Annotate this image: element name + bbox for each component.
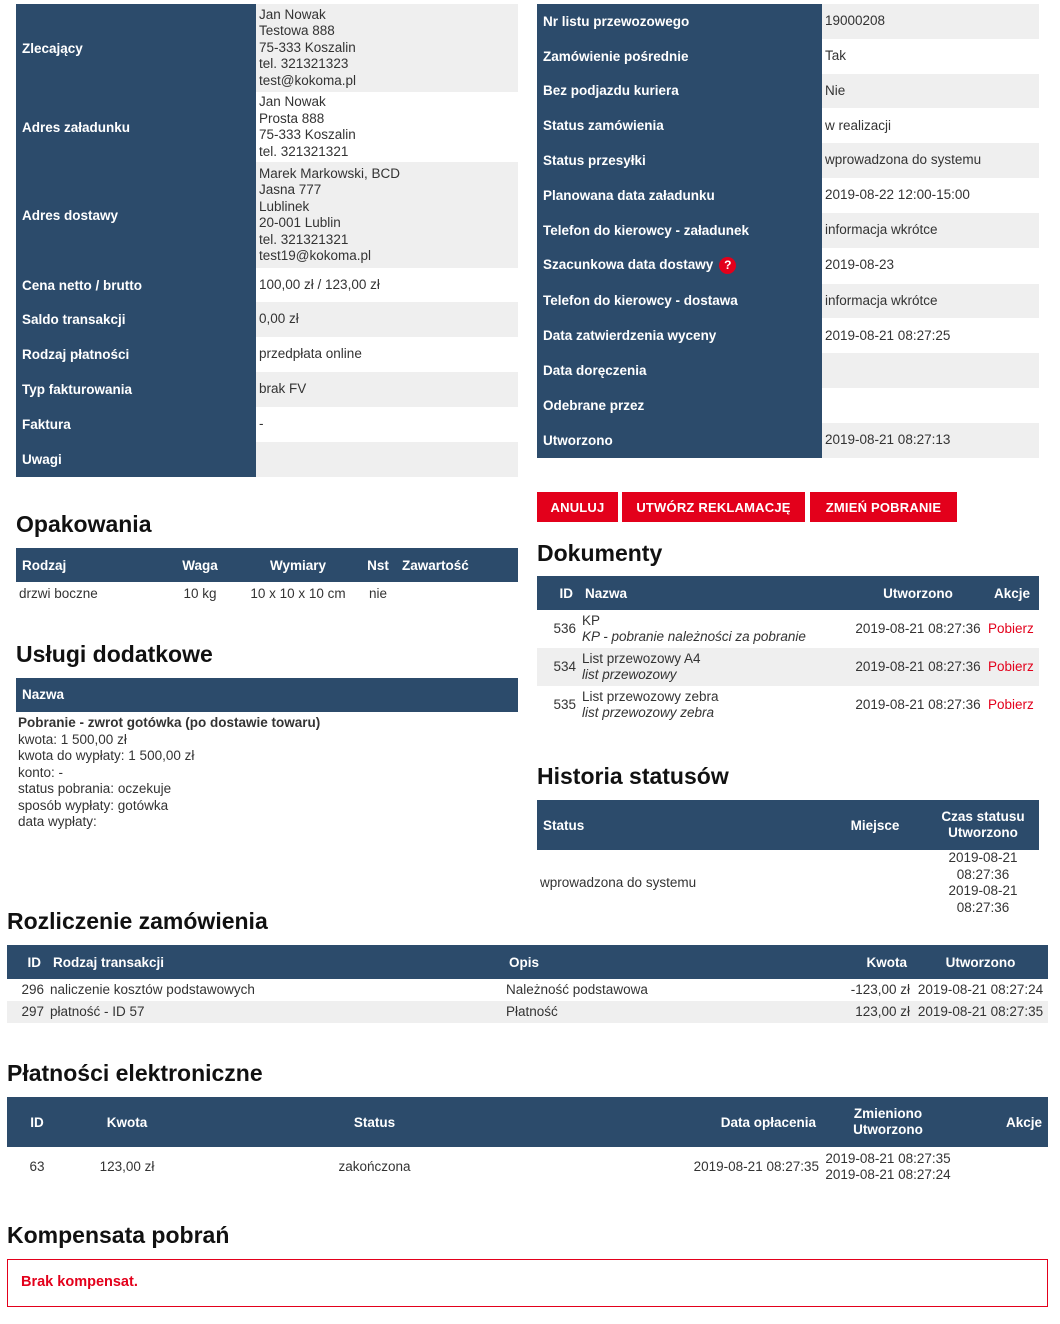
package-type: drzwi boczne [19, 585, 98, 601]
info-label-text: Zamówienie pośrednie [543, 48, 689, 64]
history-status: wprowadzona do systemu [540, 874, 697, 890]
change-cod-button[interactable]: ZMIEŃ POBRANIE [810, 492, 957, 522]
doc-name-cell [579, 610, 851, 648]
info-value-line: Jan Nowak [259, 94, 326, 109]
status-history-title: Historia statusów [537, 763, 729, 789]
service-item [18, 715, 518, 831]
col-nst: Nst [360, 548, 396, 582]
info-label: Cena netto / brutto [16, 268, 256, 302]
settle-desc: Płatność [503, 1001, 823, 1023]
info-value-line: test19@kokoma.pl [259, 248, 372, 263]
info-value-line: brak FV [259, 381, 307, 397]
settlement-title: Rozliczenie zamówienia [7, 908, 268, 934]
info-row [16, 407, 518, 442]
info-value: wprowadzona do systemu [822, 143, 1039, 178]
info-label [537, 39, 822, 74]
info-value-line: tel. 321321321 [259, 231, 349, 247]
service-item-line: sposób wypłaty: gotówka [18, 797, 169, 813]
col-doc-actions: Akcje [985, 576, 1039, 610]
no-compensation-text: Brak kompensat. [21, 1274, 138, 1290]
doc-action-cell [985, 686, 1039, 724]
info-value-line: 0,00 zł [259, 311, 299, 327]
info-value: informacja wkrótce [822, 284, 1039, 319]
create-complaint-button[interactable]: UTWÓRZ REKLAMACJĘ [622, 492, 805, 522]
package-content [396, 582, 518, 606]
info-label: Saldo transakcji [16, 302, 256, 337]
pay-status: zakończona [338, 1158, 411, 1174]
info-label-text: Nr listu przewozowego [543, 13, 690, 29]
settle-created: 2019-08-21 08:27:35 [913, 1001, 1048, 1023]
info-value [256, 302, 518, 337]
info-row [16, 268, 518, 302]
info-label-text: Telefon do kierowcy - załadunek [543, 222, 750, 238]
order-details-right [537, 4, 1039, 458]
info-row [16, 302, 518, 337]
history-time-created: 2019-08-21 08:27:36 [948, 883, 1018, 915]
info-value-line: 75-333 Koszalin [259, 127, 356, 142]
table-row [7, 1001, 1048, 1023]
col-settle-created: Utworzono [913, 945, 1048, 979]
download-link[interactable]: Pobierz [988, 696, 1034, 712]
info-value-line: - [259, 416, 264, 432]
info-row [537, 213, 1039, 248]
settle-amount: 123,00 zł [823, 1001, 913, 1023]
col-settle-type: Rodzaj transakcji [47, 945, 503, 979]
col-pay-actions: Akcje [954, 1097, 1048, 1147]
info-label [537, 388, 822, 423]
col-place: Miejsce [823, 800, 927, 850]
info-row [537, 388, 1039, 423]
info-row [537, 74, 1039, 109]
doc-action-cell [985, 610, 1039, 648]
pay-paid: 2019-08-21 08:27:35 [693, 1158, 819, 1174]
info-label [537, 318, 822, 353]
col-settle-amount: Kwota [823, 945, 913, 979]
payments-title: Płatności elektroniczne [7, 1060, 263, 1086]
info-label: Faktura [16, 407, 256, 442]
info-value [256, 337, 518, 372]
service-item-line: konto: - [18, 764, 64, 780]
status-history-table [537, 800, 1039, 916]
col-doc-created: Utworzono [851, 576, 985, 610]
cancel-button[interactable]: ANULUJ [537, 492, 618, 522]
table-row [537, 610, 1039, 648]
service-item-title: Pobranie - zwrot gotówka (po dostawie towaru) [18, 715, 321, 730]
col-pay-changed: Zmieniono [853, 1105, 923, 1121]
pay-actions [954, 1147, 1048, 1187]
col-type: Rodzaj [16, 548, 164, 582]
info-row [537, 353, 1039, 388]
info-row [537, 4, 1039, 39]
info-row [16, 337, 518, 372]
packages-table [16, 548, 518, 606]
packages-title: Opakowania [16, 511, 152, 537]
pay-created: 2019-08-21 08:27:24 [825, 1167, 951, 1182]
info-value-line: test@kokoma.pl [259, 72, 356, 88]
documents-title: Dokumenty [537, 540, 663, 566]
info-label [537, 178, 822, 213]
info-value-line: Jasna 777 [259, 182, 322, 197]
info-label: Adres załadunku [16, 92, 256, 162]
info-label-text: Szacunkowa data dostawy [543, 257, 714, 273]
info-label: Adres dostawy [16, 162, 256, 268]
info-label [537, 423, 822, 458]
info-row [16, 372, 518, 407]
pay-changed: 2019-08-21 08:27:35 [825, 1150, 951, 1166]
info-value-line: przedpłata online [259, 346, 362, 362]
doc-id: 536 [553, 620, 576, 636]
col-content: Zawartość [396, 548, 518, 582]
payments-table [7, 1097, 1048, 1187]
info-label: Zlecający [16, 4, 256, 92]
info-label: Typ fakturowania [16, 372, 256, 407]
info-label [537, 4, 822, 39]
doc-desc: KP - pobranie należności za pobranie [582, 629, 806, 644]
pay-id: 63 [29, 1158, 45, 1174]
col-times [927, 800, 1039, 850]
table-row [16, 582, 518, 606]
settle-desc: Należność podstawowa [506, 981, 648, 997]
info-label [537, 248, 822, 284]
info-value-line: Prosta 888 [259, 110, 325, 126]
info-label-text: Data doręczenia [543, 363, 647, 379]
info-value: Tak [822, 39, 1039, 74]
info-row [16, 4, 518, 92]
doc-desc: list przewozowy [582, 667, 677, 682]
table-row [7, 979, 1048, 1001]
info-label-text: Telefon do kierowcy - dostawa [543, 293, 738, 309]
doc-id: 534 [553, 658, 576, 674]
col-pay-dates [822, 1097, 954, 1147]
info-value-line: Jan Nowak [259, 6, 326, 22]
info-value: 19000208 [822, 4, 1039, 39]
info-value: 2019-08-21 08:27:13 [822, 423, 1039, 458]
doc-id: 535 [553, 696, 576, 712]
settle-type: płatność - ID 57 [47, 1001, 503, 1023]
doc-desc: list przewozowy zebra [582, 705, 715, 720]
info-value [256, 372, 518, 407]
col-pay-amount: Kwota [67, 1097, 187, 1147]
info-value-line: tel. 321321323 [259, 56, 349, 72]
info-label-text: Status zamówienia [543, 118, 664, 134]
info-label [537, 213, 822, 248]
info-value: informacja wkrótce [822, 213, 1039, 248]
info-value-line: Marek Markowski, BCD [259, 165, 401, 181]
no-compensation-alert [7, 1259, 1048, 1307]
doc-name: List przewozowy A4 [582, 650, 701, 666]
doc-created: 2019-08-21 08:27:36 [855, 620, 981, 636]
info-row [537, 178, 1039, 213]
table-row [537, 850, 1039, 916]
service-item-line: kwota do wypłaty: 1 500,00 zł [18, 748, 195, 763]
package-nst: nie [368, 585, 387, 601]
col-time-created: Utworzono [948, 825, 1018, 840]
info-row [537, 39, 1039, 74]
info-value-line: 75-333 Koszalin [259, 39, 356, 55]
history-place [823, 850, 927, 916]
settle-id: 297 [7, 1001, 47, 1023]
info-label-text: Planowana data załadunku [543, 187, 715, 203]
settle-type: naliczenie kosztów podstawowych [50, 981, 255, 997]
info-label: Uwagi [16, 442, 256, 477]
info-row [537, 423, 1039, 458]
info-value-line: tel. 321321321 [259, 143, 349, 159]
settle-id: 296 [21, 981, 44, 997]
pay-dates [822, 1147, 954, 1187]
table-row [7, 1147, 1048, 1187]
doc-action-cell [985, 648, 1039, 686]
settlement-table [7, 945, 1048, 1023]
col-settle-desc: Opis [503, 945, 823, 979]
documents-table [537, 576, 1039, 724]
col-time-status: Czas statusu [941, 808, 1025, 824]
info-label [537, 284, 822, 319]
settle-created: 2019-08-21 08:27:24 [917, 981, 1044, 997]
info-value: 2019-08-23 [822, 248, 1039, 284]
info-row [16, 162, 518, 268]
table-row [537, 648, 1039, 686]
services-header [16, 678, 518, 712]
help-icon[interactable]: ? [719, 257, 736, 274]
download-link[interactable]: Pobierz [988, 620, 1034, 636]
info-value-line: Testowa 888 [259, 23, 335, 39]
services-title: Usługi dodatkowe [16, 641, 213, 667]
doc-name-cell [579, 648, 851, 686]
info-value: 2019-08-22 12:00-15:00 [822, 178, 1039, 213]
col-weight: Waga [164, 548, 236, 582]
info-value: w realizacji [822, 108, 1039, 143]
info-value-line: 20-001 Lublin [259, 215, 341, 230]
info-label: Rodzaj płatności [16, 337, 256, 372]
info-label-text: Data zatwierdzenia wyceny [543, 328, 717, 344]
col-status: Status [537, 800, 823, 850]
service-item-line: kwota: 1 500,00 zł [18, 731, 127, 747]
col-doc-id: ID [537, 576, 579, 610]
settle-amount: -123,00 zł [850, 981, 910, 997]
table-row [537, 686, 1039, 724]
history-times [927, 850, 1039, 916]
doc-name: List przewozowy zebra [582, 688, 719, 704]
package-dims: 10 x 10 x 10 cm [250, 585, 346, 601]
info-label [537, 74, 822, 109]
info-label [537, 108, 822, 143]
info-label-text: Status przesyłki [543, 153, 646, 169]
info-label [537, 143, 822, 178]
col-settle-id: ID [7, 945, 47, 979]
info-value-line: 100,00 zł / 123,00 zł [259, 276, 380, 292]
info-value [256, 92, 518, 162]
service-item-line: data wypłaty: [18, 814, 97, 829]
info-row [537, 143, 1039, 178]
info-label-text: Odebrane przez [543, 397, 645, 413]
col-pay-status: Status [187, 1097, 562, 1147]
doc-name: KP [582, 612, 601, 628]
info-value [256, 4, 518, 92]
service-item-line: status pobrania: oczekuje [18, 781, 172, 796]
info-label [537, 353, 822, 388]
info-row [16, 442, 518, 477]
info-value [822, 388, 1039, 423]
info-row [16, 92, 518, 162]
doc-name-cell [579, 686, 851, 724]
package-weight: 10 kg [183, 585, 217, 601]
info-value-line: Lublinek [259, 198, 310, 214]
history-time-status: 2019-08-21 08:27:36 [948, 850, 1018, 882]
info-row [537, 108, 1039, 143]
col-pay-paid: Data opłacenia [562, 1097, 822, 1147]
compensation-title: Kompensata pobrań [7, 1222, 230, 1248]
doc-created: 2019-08-21 08:27:36 [855, 658, 981, 674]
col-pay-created: Utworzono [853, 1122, 923, 1137]
info-value: Nie [822, 74, 1039, 109]
info-row [537, 248, 1039, 284]
download-link[interactable]: Pobierz [988, 658, 1034, 674]
info-value [256, 407, 518, 442]
info-label-text: Bez podjazdu kuriera [543, 83, 679, 99]
pay-amount: 123,00 zł [99, 1158, 155, 1174]
col-dims: Wymiary [236, 548, 360, 582]
services-header-label: Nazwa [22, 687, 65, 702]
info-value: 2019-08-21 08:27:25 [822, 318, 1039, 353]
info-value [256, 268, 518, 302]
doc-created: 2019-08-21 08:27:36 [855, 696, 981, 712]
col-pay-id: ID [7, 1097, 67, 1147]
col-doc-name: Nazwa [579, 576, 851, 610]
info-label-text: Utworzono [543, 432, 613, 448]
info-value [256, 442, 518, 477]
info-row [537, 318, 1039, 353]
info-row [537, 284, 1039, 319]
info-value [822, 353, 1039, 388]
info-value [256, 162, 518, 268]
order-details-left [16, 4, 518, 477]
